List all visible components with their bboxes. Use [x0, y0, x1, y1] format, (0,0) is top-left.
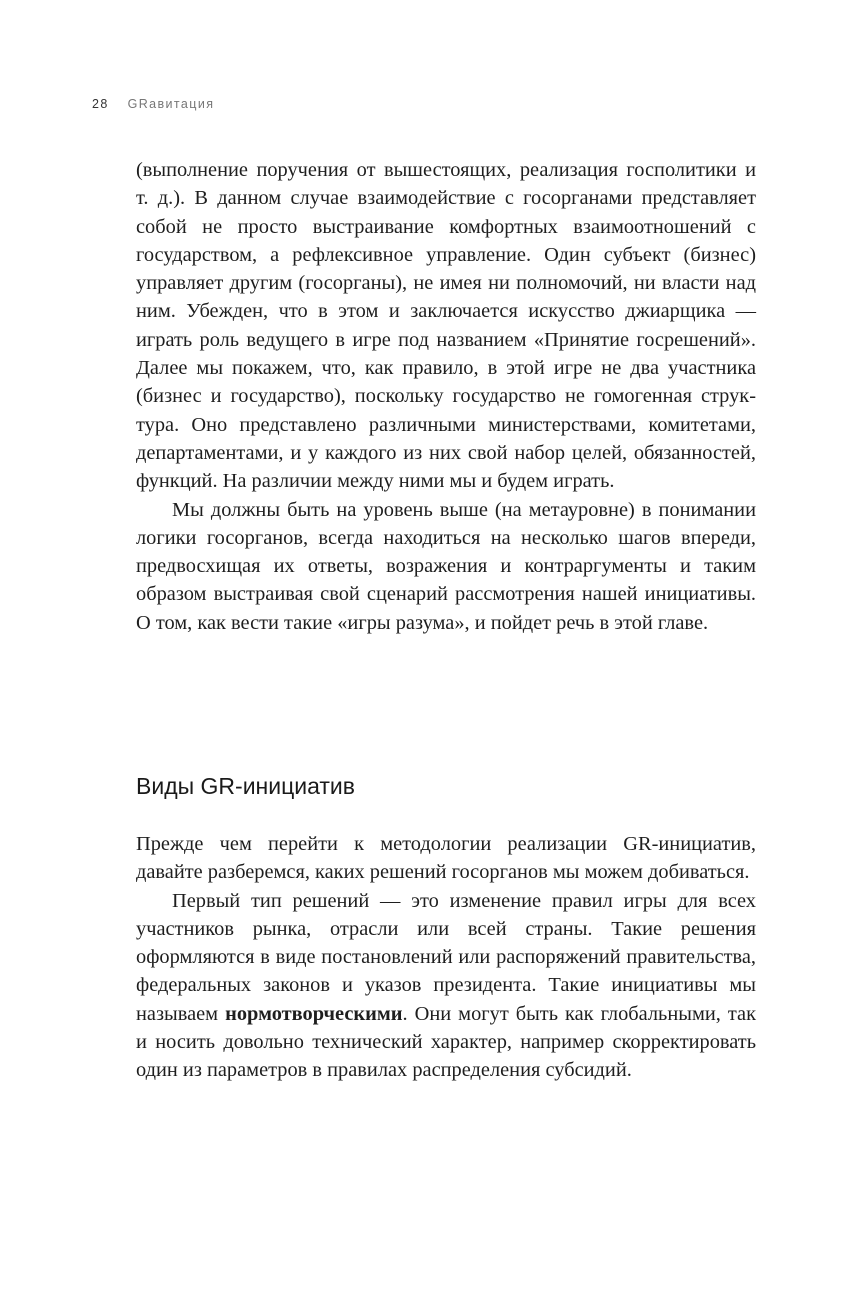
book-title: GRавитация	[127, 97, 215, 111]
intro-paragraph-2: Мы должны быть на уровень выше (на метауровне) в понимании логики госорганов, всегда находиться на несколько шагов впереди, предвосхищая их ответы, возражения и контраргументы и таким образом выстраивая свой сценарий рассмотрения нашей инициативы. О том, как вести такие «игры разума», и пойдет речь в этой главе.	[136, 498, 756, 634]
section-text	[136, 830, 756, 1085]
section-paragraph-2	[136, 887, 756, 1085]
section-paragraph-2-end: . Они могут быть как глобальными, так и носить довольно технический характер, например скорректировать один из параметров в правилах распределения субсидий.	[136, 1002, 757, 1082]
intro-text	[136, 156, 756, 637]
section-paragraph-2-start: Первый тип решений — это изменение правил игры для всех участников рынка, отрасли или всей страны. Такие решения оформляются в виде постановлений или распоряжений правительства, федеральных законов и указов президента. Такие инициативы мы называем	[136, 889, 756, 1025]
intro-paragraph-1: (выполнение поручения от вышестоящих, реализация госполитики и т. д.). В данном случае взаимодействие с госорганами представляет собой не просто выстраивание комфортных взаимоотношений с государством, а рефлексивное управление. Один субъект (бизнес) управляет другим (госорганы), не имея ни полномочий, ни власти над ним. Убежден, что в этом и заключается искусство джиарщика — играть роль ведущего в игре под названием «Принятие госрешений». Далее мы покажем, что, как правило, в этой игре не два участника (бизнес и государство), поскольку государство не гомогенная структура. Оно представлено различными министерствами, комитетами, департаментами, и у каждого из них свой набор целей, обязанностей, функций. На различии между ними мы и будем играть.	[136, 159, 756, 493]
section-heading: Виды GR-инициатив	[136, 773, 355, 799]
running-head	[92, 97, 214, 111]
emphasis-term: нормотворческими	[225, 1002, 403, 1025]
page-number: 28	[92, 97, 109, 111]
section-paragraph-1: Прежде чем перейти к методологии реализации GR-инициатив, давайте разберемся, каких решений госорганов мы можем добиваться.	[136, 833, 756, 884]
